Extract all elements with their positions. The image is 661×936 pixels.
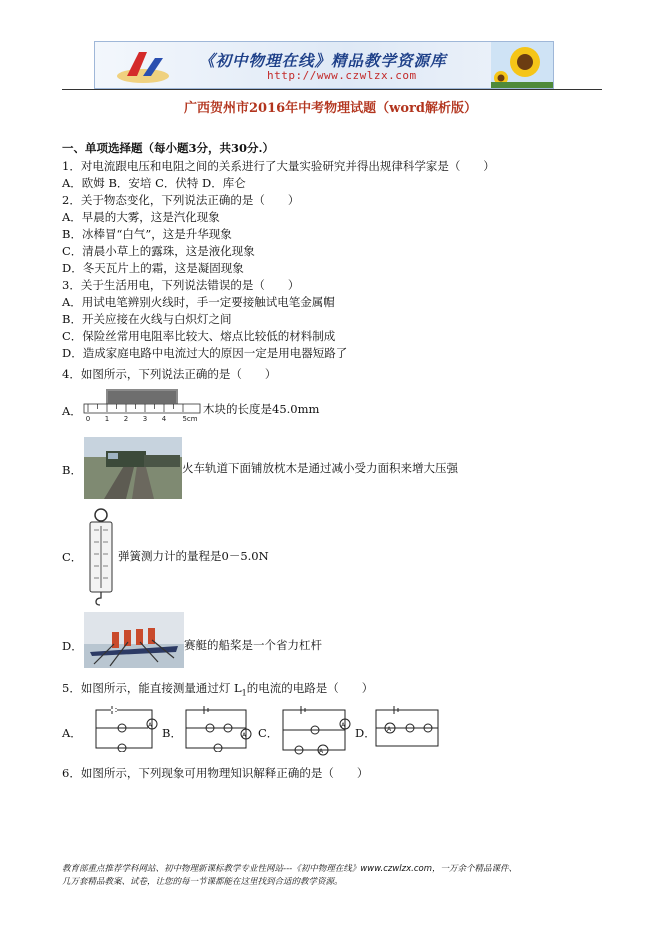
header-rule (62, 89, 602, 90)
question-1-options: A．欧姆 B．安培 C．伏特 D．库仑 (62, 176, 246, 190)
question-4-option-a-text: 木块的长度是45.0mm (203, 402, 320, 416)
question-4-option-c-text: 弹簧测力计的量程是0－5.0N (118, 549, 269, 563)
banner-url[interactable]: http://www.czwlzx.com (267, 69, 417, 82)
document-title: 广西贺州市2016年中考物理试题（word解析版） (184, 101, 477, 116)
site-logo-icon (113, 46, 173, 86)
svg-text:A: A (319, 748, 324, 755)
question-2-stem: 2．关于物态变化，下列说法正确的是（ ） (62, 193, 300, 207)
question-5-stem-sub: 1 (241, 688, 247, 698)
ruler-tick-label: 5cm (182, 415, 198, 423)
footer-line-2: 几万套精品教案、试卷，让您的每一节课都能在这里找到合适的教学资源。 (62, 877, 343, 887)
section-heading: 一、单项选择题（每小题3分，共30分.） (62, 141, 275, 155)
question-2-option-c: C．清晨小草上的露珠，这是液化现象 (62, 244, 255, 258)
footer-line-1: 教育部重点推荐学科网站、初中物理新课标教学专业性网站---《初中物理在线》www.czwlzx.com，一万余个精品课件、 (62, 864, 518, 874)
question-3-option-b: B．开关应接在火线与白炽灯之间 (62, 312, 232, 326)
banner-title: 《初中物理在线》精品教学资源库 (199, 52, 447, 70)
spring-scale-icon (84, 506, 118, 606)
ruler-tick-label: 4 (161, 415, 167, 423)
circuit-diagram-b (180, 704, 258, 752)
sunflower-icon (491, 42, 553, 88)
circuit-diagram-a (82, 704, 160, 752)
question-3-option-c: C．保险丝常用电阻率比较大、熔点比较低的材料制成 (62, 329, 336, 343)
question-3-stem: 3．关于生活用电，下列说法错误的是（ ） (62, 278, 300, 292)
question-3-option-a: A．用试电笔辨别火线时，手一定要接触试电笔金属帽 (62, 295, 335, 309)
ruler-tick-label: 2 (123, 415, 129, 423)
header-banner (94, 41, 554, 89)
question-2-option-b: B．冰棒冒“白气”，这是升华现象 (62, 227, 232, 241)
ruler-tick-label: 1 (104, 415, 110, 423)
question-2-option-a: A．早晨的大雾，这是汽化现象 (62, 210, 220, 224)
rowing-boat-photo (84, 612, 184, 668)
question-4-option-c-label: C． (62, 550, 83, 564)
svg-text:A: A (148, 722, 153, 729)
question-4-option-d-label: D． (62, 639, 83, 653)
circuit-diagram-d (372, 704, 444, 752)
svg-text:A: A (242, 732, 247, 739)
question-3-option-d: D．造成家庭电路中电流过大的原因一定是用电器短路了 (62, 346, 348, 360)
question-2-option-d: D．冬天瓦片上的霜，这是凝固现象 (62, 261, 244, 275)
svg-text:A: A (387, 726, 392, 733)
question-4-option-d-text: 赛艇的船桨是一个省力杠杆 (184, 638, 322, 652)
question-4-option-b-label: B． (62, 463, 82, 477)
question-5-stem (62, 680, 373, 701)
question-5-stem-post: 的电流的电路是（ ） (246, 681, 374, 695)
svg-text:A: A (341, 722, 346, 729)
question-5-stem-pre: 5．如图所示，能直接测量通过灯 L (62, 681, 242, 695)
question-5-option-b-label: B． (162, 726, 182, 740)
train-track-photo (84, 437, 182, 499)
question-4-option-b-text: 火车轨道下面铺放枕木是通过减小受力面积来增大压强 (182, 461, 458, 475)
question-5-option-a-label: A． (62, 726, 82, 740)
question-5-option-d-label: D． (355, 726, 376, 740)
question-1-stem: 1．对电流跟电压和电阻之间的关系进行了大量实验研究并得出规律科学家是（ ） (62, 159, 495, 173)
ruler-tick-label: 3 (142, 415, 148, 423)
question-6-stem: 6．如图所示，下列现象可用物理知识解释正确的是（ ） (62, 766, 369, 780)
question-4-option-a-label: A． (62, 404, 82, 418)
circuit-diagram-c (277, 704, 357, 756)
ruler-figure (82, 387, 202, 427)
question-5-option-c-label: C． (258, 726, 279, 740)
question-4-stem: 4．如图所示，下列说法正确的是（ ） (62, 367, 277, 381)
ruler-tick-label: 0 (85, 415, 91, 423)
